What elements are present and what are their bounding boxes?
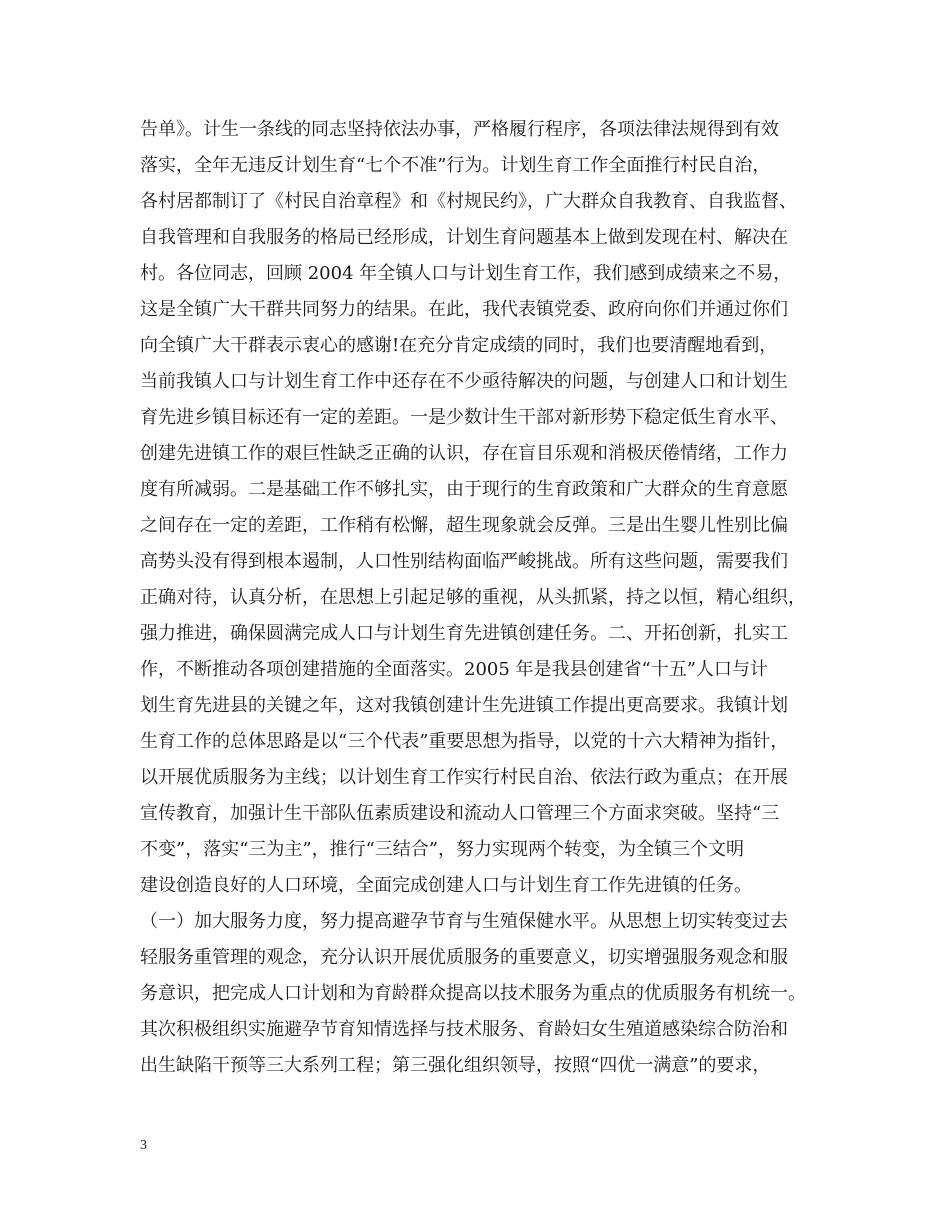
text-line: 向全镇广大干群表示衷心的感谢!在充分肯定成绩的同时，我们也要清醒地看到， [140,335,778,356]
page-number: 3 [140,1138,147,1153]
text-line: 不变”，落实“三为主”，推行“三结合”，努力实现两个转变，为全镇三个文明 [140,839,745,860]
text-line: 村。各位同志，回顾 2004 年全镇人口与计划生育工作，我们感到成绩来之不易， [140,263,792,284]
text-line: 轻服务重管理的观念，充分认识开展优质服务的重要意义，切实增强服务观念和服 [140,947,788,968]
text-line: 高势头没有得到根本遏制，人口性别结构面临严峻挑战。所有这些问题，需要我们 [140,551,788,572]
text-line: 度有所减弱。二是基础工作不够扎实，由于现行的生育政策和广大群众的生育意愿 [140,479,788,500]
text-line: 划生育先进县的关键之年，这对我镇创建计生先进镇工作提出更高要求。我镇计划 [140,695,788,716]
text-line: 出生缺陷干预等三大系列工程；第三强化组织领导，按照“四优一满意”的要求， [140,1055,771,1076]
text-line: （一）加大服务力度，努力提高避孕节育与生殖保健水平。从思想上切实转变过去 [140,911,788,932]
text-line: 各村居都制订了《村民自治章程》和《村规民约》，广大群众自我教育、自我监督、 [140,191,797,212]
text-line: 宣传教育，加强计生干部队伍素质建设和流动人口管理三个方面求突破。坚持“三 [140,803,780,824]
text-line: 生育工作的总体思路是以“三个代表”重要思想为指导，以党的十六大精神为指针， [140,731,789,752]
body-text [140,112,830,1084]
text-line: 育先进乡镇目标还有一定的差距。一是少数计生干部对新形势下稳定低生育水平、 [140,407,788,428]
text-line: 创建先进镇工作的艰巨性缺乏正确的认识，存在盲目乐观和消极厌倦情绪，工作力 [140,443,788,464]
text-line: 这是全镇广大干群共同努力的结果。在此，我代表镇党委、政府向你们并通过你们 [140,299,788,320]
text-line: 建设创造良好的人口环境，全面完成创建人口与计划生育工作先进镇的任务。 [140,875,752,896]
text-line: 作，不断推动各项创建措施的全面落实。2005 年是我县创建省“十五”人口与计 [140,659,768,680]
text-line: 当前我镇人口与计划生育工作中还存在不少亟待解决的问题，与创建人口和计划生 [140,371,788,392]
text-line: 其次积极组织实施避孕节育知情选择与技术服务、育龄妇女生殖道感染综合防治和 [140,1019,788,1040]
text-line: 落实，全年无违反计划生育“七个不准”行为。计划生育工作全面推行村民自治， [140,155,771,176]
text-line: 以开展优质服务为主线；以计划生育工作实行村民自治、依法行政为重点；在开展 [140,767,788,788]
text-line: 正确对待，认真分析，在思想上引起足够的重视，从头抓紧，持之以恒，精心组织， [140,587,806,608]
text-line: 务意识，把完成人口计划和为育龄群众提高以技术服务为重点的优质服务有机统一。 [140,983,806,1004]
text-line: 告单》。计生一条线的同志坚持依法办事，严格履行程序，各项法律法规得到有效 [140,119,779,140]
text-line: 强力推进，确保圆满完成人口与计划生育先进镇创建任务。二、开拓创新，扎实工 [140,623,788,644]
text-line: 自我管理和自我服务的格局已经形成，计划生育问题基本上做到发现在村、解决在 [140,227,788,248]
text-line: 之间存在一定的差距，工作稍有松懈，超生现象就会反弹。三是出生婴儿性别比偏 [140,515,788,536]
